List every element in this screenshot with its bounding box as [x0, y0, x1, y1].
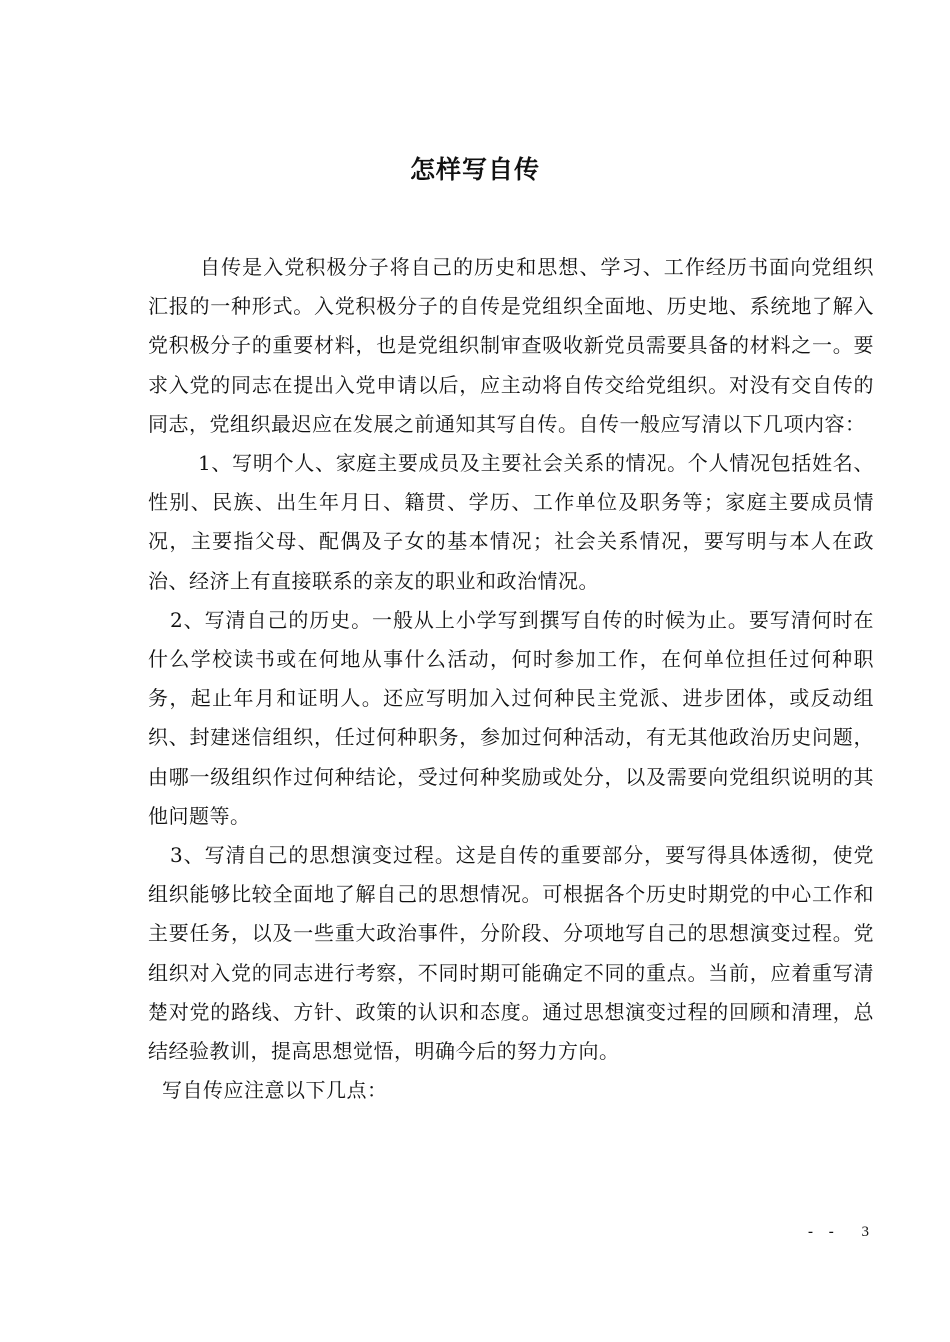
page-footer [808, 1224, 869, 1241]
page-number: 3 [861, 1224, 869, 1240]
paragraph-item-1: 1、写明个人、家庭主要成员及主要社会关系的情况。个人情况包括姓名、性别、民族、出生年月日、籍贯、学历、工作单位及职务等；家庭主要成员情况，主要指父母、配偶及子女的基本情况；社会关系情况，要写明与本人在政治、经济上有直接联系的亲友的职业和政治情况。 [148, 451, 874, 593]
paragraph-notes-heading: 写自传应注意以下几点： [162, 1078, 388, 1103]
paragraph-item-2: 2、写清自己的历史。一般从上小学写到撰写自传的时候为止。要写清何时在什么学校读书或在何地从事什么活动，何时参加工作，在何单位担任过何种职务，起止年月和证明人。还应写明加入过何种民主党派、进步团体，或反动组织、封建迷信组织，任过何种职务，参加过何种活动，有无其他政治历史问题，由哪一级组织作过何种结论，受过何种奖励或处分，以及需要向党组织说明的其他问题等。 [148, 607, 874, 828]
document-body [148, 248, 874, 1110]
paragraph-item-3: 3、写清自己的思想演变过程。这是自传的重要部分，要写得具体透彻，使党组织能够比较全面地了解自己的思想情况。可根据各个历史时期党的中心工作和主要任务，以及一些重大政治事件，分阶段、分项地写自己的思想演变过程。党组织对入党的同志进行考察，不同时期可能确定不同的重点。当前，应着重写清楚对党的路线、方针、政策的认识和态度。通过思想演变过程的回顾和清理，总结经验教训，提高思想觉悟，明确今后的努力方向。 [148, 843, 874, 1064]
page-title: 怎样写自传 [409, 155, 540, 184]
paragraph-intro: 自传是入党积极分子将自己的历史和思想、学习、工作经历书面向党组织汇报的一种形式。入党积极分子的自传是党组织全面地、历史地、系统地了解入党积极分子的重要材料，也是党组织制审查吸收新党员需要具备的材料之一。要求入党的同志在提出入党申请以后，应主动将自传交给党组织。对没有交自传的同志，党组织最迟应在发展之前通知其写自传。自传一般应写清以下几项内容： [148, 255, 874, 436]
footer-marker: - - [808, 1224, 840, 1240]
